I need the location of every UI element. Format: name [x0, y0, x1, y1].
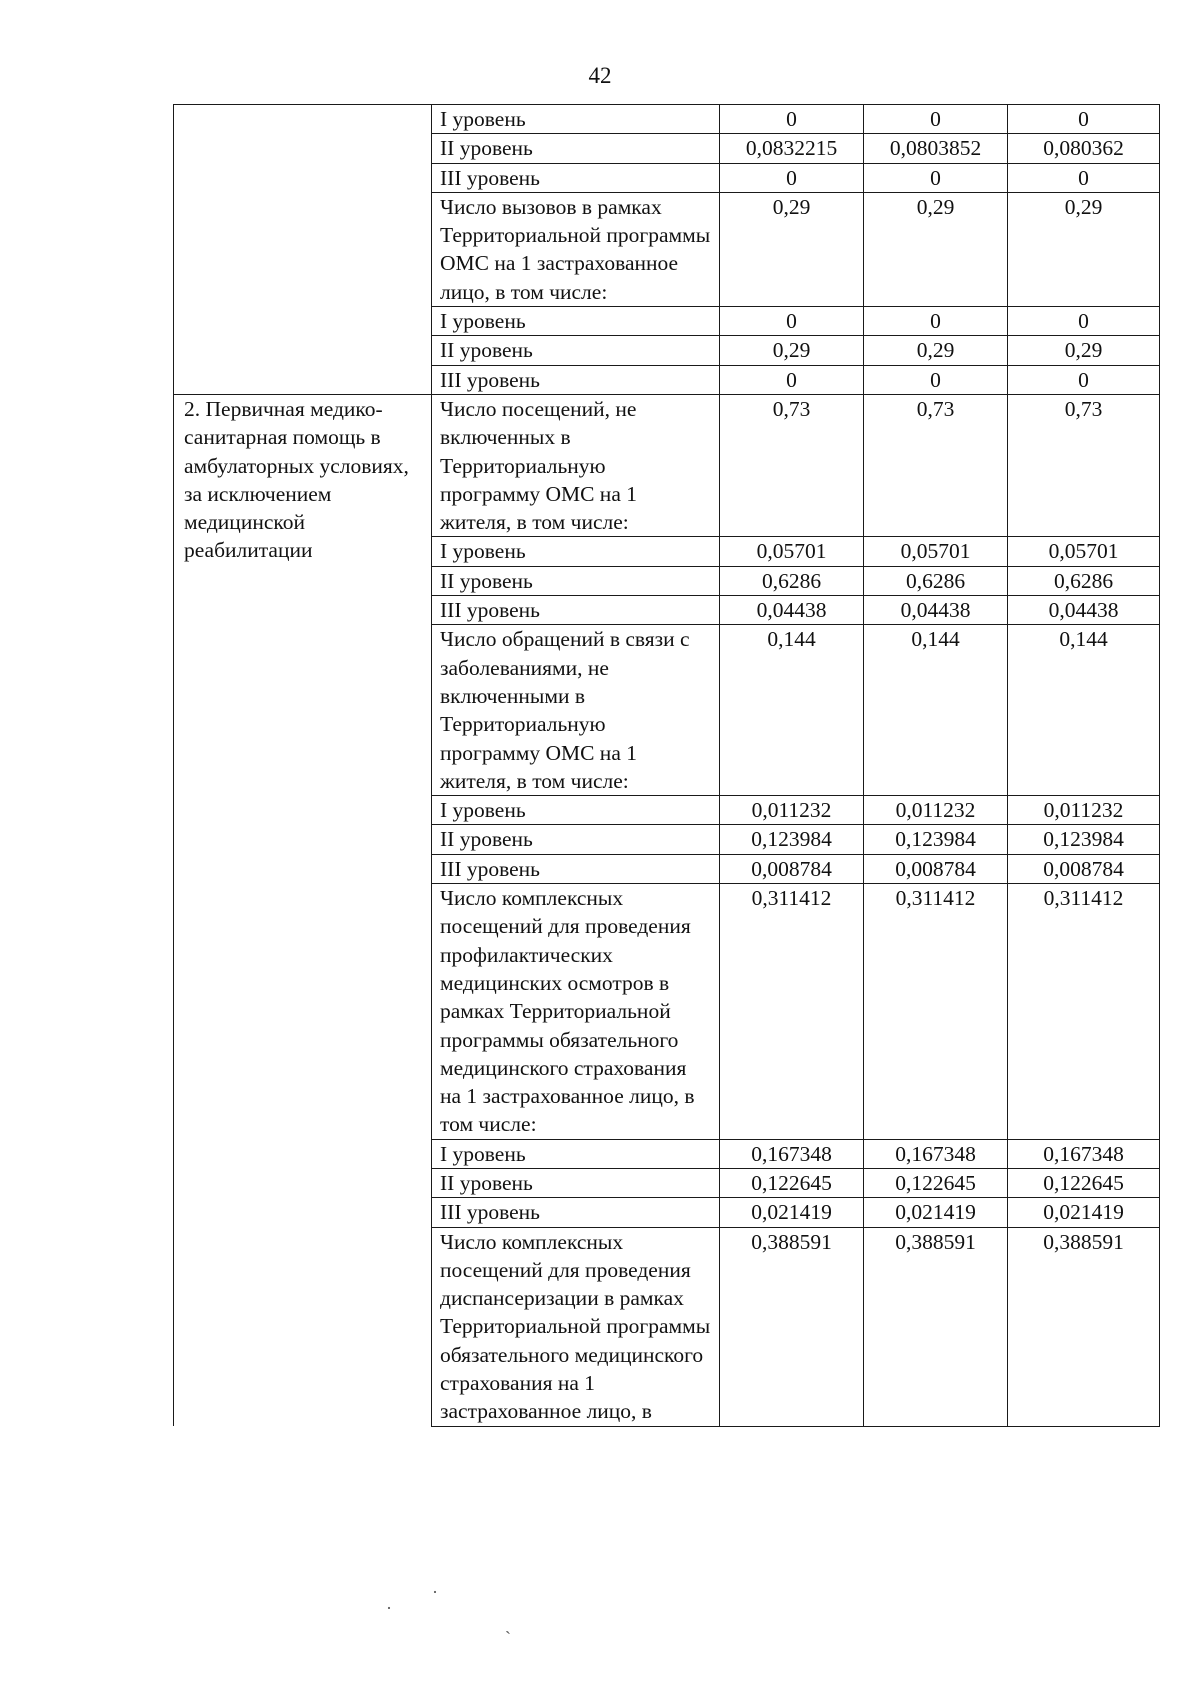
value-cell-2: 0,73	[864, 394, 1008, 536]
value-cell-2: 0	[864, 365, 1008, 394]
value-cell-3: 0,011232	[1008, 796, 1160, 825]
value-cell-2: 0,021419	[864, 1198, 1008, 1227]
value-cell-3: 0,311412	[1008, 884, 1160, 1140]
indicator-name-cell: Число посещений, не включенных в Территориальную программу ОМС на 1 жителя, в том числе:	[432, 394, 720, 536]
value-cell-1: 0,6286	[720, 566, 864, 595]
value-cell-3: 0	[1008, 365, 1160, 394]
value-cell-1: 0	[720, 163, 864, 192]
indicator-name-cell: III уровень	[432, 596, 720, 625]
value-cell-1: 0,123984	[720, 825, 864, 854]
value-cell-3: 0,29	[1008, 336, 1160, 365]
data-table	[173, 104, 1160, 1427]
value-cell-1: 0,388591	[720, 1227, 864, 1426]
indicator-name-cell: II уровень	[432, 336, 720, 365]
indicator-name-cell: I уровень	[432, 796, 720, 825]
value-cell-3: 0,021419	[1008, 1198, 1160, 1227]
value-cell-1: 0,05701	[720, 537, 864, 566]
value-cell-2: 0,29	[864, 192, 1008, 306]
page-number: 42	[588, 63, 612, 88]
indicator-name-cell: III уровень	[432, 1198, 720, 1227]
value-cell-3: 0,008784	[1008, 854, 1160, 883]
table-row	[174, 394, 1160, 536]
value-cell-2: 0,167348	[864, 1139, 1008, 1168]
value-cell-3: 0,04438	[1008, 596, 1160, 625]
value-cell-2: 0,388591	[864, 1227, 1008, 1426]
value-cell-1: 0,167348	[720, 1139, 864, 1168]
value-cell-1: 0,144	[720, 625, 864, 796]
value-cell-1: 0	[720, 365, 864, 394]
value-cell-3: 0,080362	[1008, 134, 1160, 163]
scan-speck: ˎ	[505, 1614, 511, 1634]
value-cell-2: 0	[864, 307, 1008, 336]
value-cell-1: 0,0832215	[720, 134, 864, 163]
indicator-name-cell: Число вызовов в рамках Территориальной программы ОМС на 1 застрахованное лицо, в том числе:	[432, 192, 720, 306]
value-cell-3: 0	[1008, 105, 1160, 134]
indicator-name-cell: II уровень	[432, 825, 720, 854]
value-cell-1: 0,011232	[720, 796, 864, 825]
value-cell-2: 0,29	[864, 336, 1008, 365]
value-cell-1: 0,311412	[720, 884, 864, 1140]
value-cell-3: 0,73	[1008, 394, 1160, 536]
value-cell-2: 0,011232	[864, 796, 1008, 825]
value-cell-2: 0,6286	[864, 566, 1008, 595]
indicator-name-cell: I уровень	[432, 537, 720, 566]
value-cell-2: 0,122645	[864, 1168, 1008, 1197]
value-cell-3: 0,388591	[1008, 1227, 1160, 1426]
scan-speck: ·	[386, 1598, 392, 1618]
scan-speck: ·	[432, 1582, 438, 1602]
indicator-name-cell: II уровень	[432, 1168, 720, 1197]
indicator-name-cell: II уровень	[432, 566, 720, 595]
value-cell-2: 0	[864, 105, 1008, 134]
value-cell-1: 0,04438	[720, 596, 864, 625]
value-cell-2: 0,05701	[864, 537, 1008, 566]
value-cell-2: 0,04438	[864, 596, 1008, 625]
indicator-name-cell: I уровень	[432, 1139, 720, 1168]
value-cell-1: 0,021419	[720, 1198, 864, 1227]
data-table-container	[173, 104, 1160, 1427]
value-cell-1: 0,008784	[720, 854, 864, 883]
value-cell-2: 0,008784	[864, 854, 1008, 883]
table-body	[174, 105, 1160, 1427]
value-cell-1: 0	[720, 105, 864, 134]
indicator-name-cell: III уровень	[432, 854, 720, 883]
value-cell-1: 0,29	[720, 336, 864, 365]
indicator-name-cell: III уровень	[432, 163, 720, 192]
value-cell-2: 0,123984	[864, 825, 1008, 854]
table-row	[174, 105, 1160, 134]
indicator-name-cell: Число комплексных посещений для проведения профилактических медицинских осмотров в рамках Территориальной программы обязательного медицинского страхования на 1 застрахованное лицо, в том числе:	[432, 884, 720, 1140]
indicator-name-cell: Число комплексных посещений для проведения диспансеризации в рамках Территориальной программы обязательного медицинского страхования на 1 застрахованное лицо, в	[432, 1227, 720, 1426]
value-cell-3: 0	[1008, 163, 1160, 192]
value-cell-3: 0,05701	[1008, 537, 1160, 566]
value-cell-2: 0,144	[864, 625, 1008, 796]
value-cell-2: 0	[864, 163, 1008, 192]
indicator-name-cell: II уровень	[432, 134, 720, 163]
value-cell-1: 0,122645	[720, 1168, 864, 1197]
value-cell-1: 0,29	[720, 192, 864, 306]
value-cell-3: 0,122645	[1008, 1168, 1160, 1197]
value-cell-3: 0,167348	[1008, 1139, 1160, 1168]
value-cell-2: 0,0803852	[864, 134, 1008, 163]
value-cell-2: 0,311412	[864, 884, 1008, 1140]
value-cell-3: 0,144	[1008, 625, 1160, 796]
value-cell-1: 0	[720, 307, 864, 336]
indicator-name-cell: III уровень	[432, 365, 720, 394]
indicator-name-cell: I уровень	[432, 105, 720, 134]
value-cell-3: 0,29	[1008, 192, 1160, 306]
value-cell-3: 0,123984	[1008, 825, 1160, 854]
value-cell-1: 0,73	[720, 394, 864, 536]
section-label-cell: 2. Первичная медико-санитарная помощь в амбулаторных условиях, за исключением медицинской реабилитации	[174, 394, 432, 1426]
value-cell-3: 0,6286	[1008, 566, 1160, 595]
indicator-name-cell: Число обращений в связи с заболеваниями, не включенными в Территориальную программу ОМС на 1 жителя, в том числе:	[432, 625, 720, 796]
value-cell-3: 0	[1008, 307, 1160, 336]
section-label-cell	[174, 105, 432, 395]
indicator-name-cell: I уровень	[432, 307, 720, 336]
